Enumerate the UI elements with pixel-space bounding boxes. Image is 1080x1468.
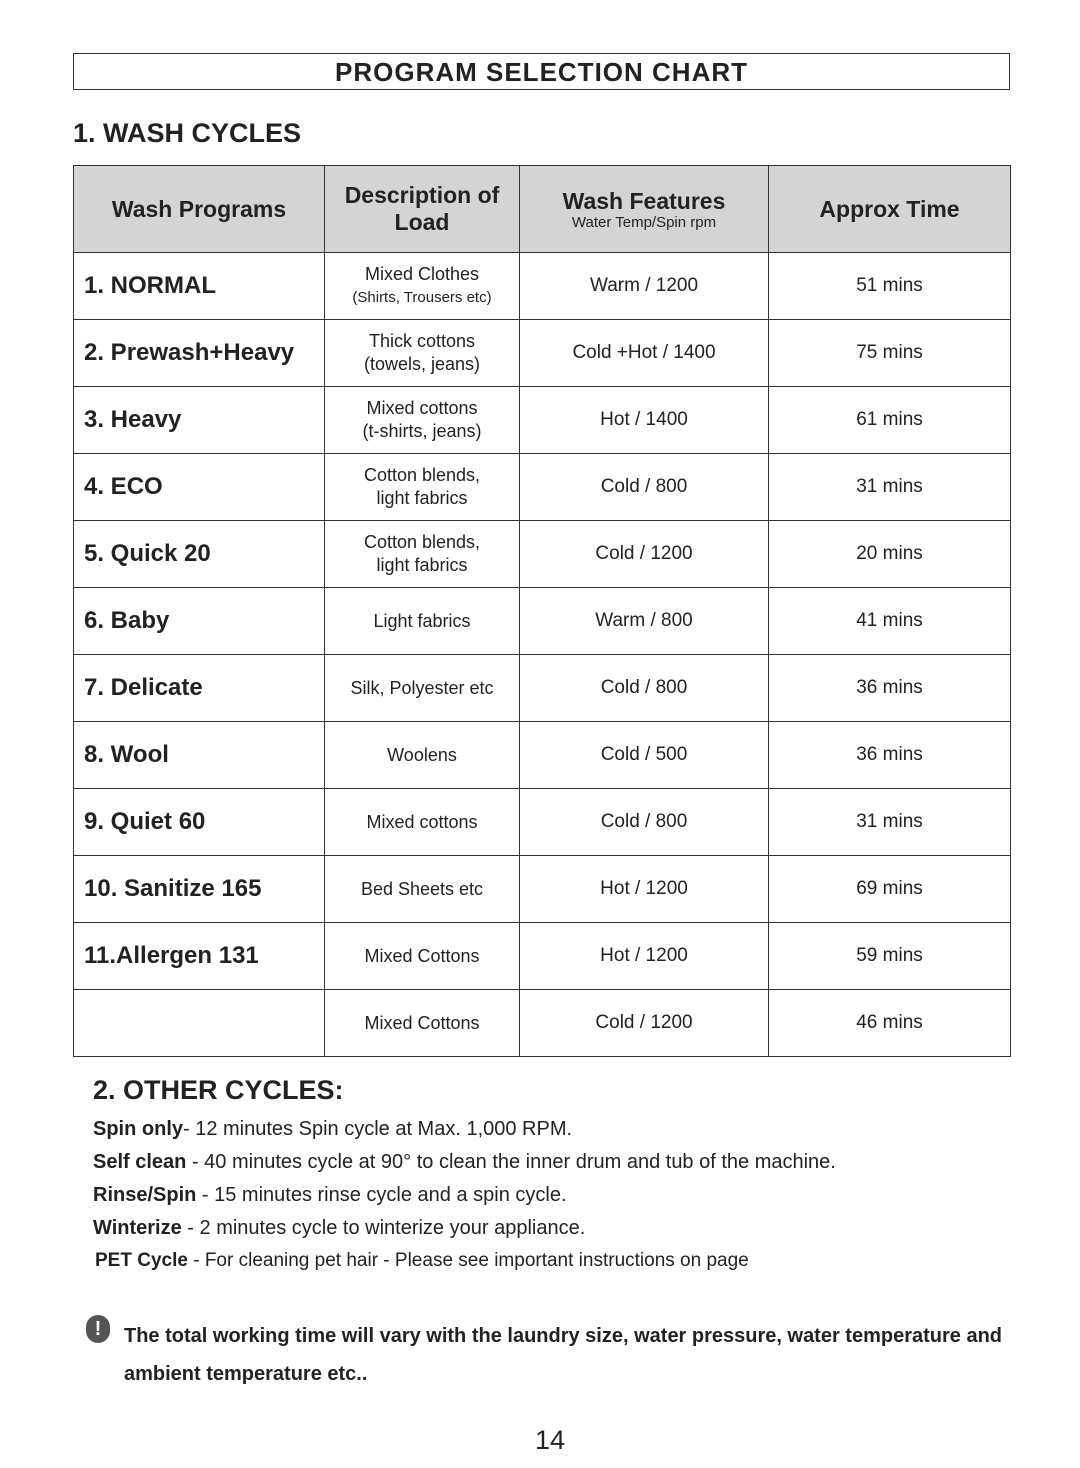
table-row [74, 253, 1011, 320]
load-description-sub: (t-shirts, jeans) [362, 421, 482, 441]
load-description-sub: (towels, jeans) [363, 354, 481, 374]
approx-time: 51 mins [769, 253, 1011, 320]
table-row [74, 923, 1011, 990]
table-row [74, 655, 1011, 722]
approx-time: 61 mins [769, 387, 1011, 454]
load-description [325, 387, 520, 454]
load-description [325, 923, 520, 990]
wash-features: Cold / 500 [520, 722, 769, 789]
cycle-description: - 40 minutes cycle at 90° to clean the inner drum and tub of the machine. [186, 1151, 836, 1173]
load-description [325, 320, 520, 387]
load-description-main: Thick cottons [368, 331, 476, 351]
cycle-name: PET Cycle [95, 1250, 188, 1271]
program-name: 3. Heavy [74, 387, 325, 454]
load-description [325, 990, 520, 1057]
load-description-sub: light fabrics [376, 488, 468, 508]
exclamation-icon: ! [86, 1315, 110, 1343]
program-name: 9. Quiet 60 [74, 789, 325, 856]
wash-features: Cold +Hot / 1400 [520, 320, 769, 387]
load-description-main: Silk, Polyester etc [350, 677, 494, 698]
program-name: 7. Delicate [74, 655, 325, 722]
approx-time: 31 mins [769, 454, 1011, 521]
other-cycle-item [93, 1247, 836, 1280]
wash-features: Hot / 1400 [520, 387, 769, 454]
table-row [74, 722, 1011, 789]
program-name: 1. NORMAL [74, 253, 325, 320]
section-other-cycles-heading: 2. OTHER CYCLES: [93, 1075, 344, 1105]
table-row [74, 856, 1011, 923]
cycle-description: - For cleaning pet hair - Please see important instructions on page [187, 1250, 749, 1271]
load-description [325, 253, 520, 320]
wash-cycles-table [73, 165, 1011, 1057]
load-description-main: Woolens [387, 744, 457, 765]
header-desc-label: Description of Load [344, 182, 500, 235]
wash-features: Warm / 800 [520, 588, 769, 655]
program-name: 6. Baby [74, 588, 325, 655]
page-number: 14 [534, 1425, 566, 1455]
approx-time: 20 mins [769, 521, 1011, 588]
header-desc [325, 166, 520, 253]
header-features [520, 166, 769, 253]
approx-time: 31 mins [769, 789, 1011, 856]
load-description-main: Mixed Cottons [364, 1012, 480, 1033]
wash-features: Hot / 1200 [520, 856, 769, 923]
cycle-description: - 12 minutes Spin cycle at Max. 1,000 RPM. [183, 1118, 573, 1140]
header-features-sub: Water Temp/Spin rpm [571, 213, 717, 231]
load-description [325, 454, 520, 521]
load-description-main: Bed Sheets etc [360, 878, 484, 899]
note-text: The total working time will vary with the laundry size, water pressure, water temperature and ambient temperature etc.. [124, 1325, 1003, 1385]
wash-features: Cold / 1200 [520, 521, 769, 588]
other-cycle-item [93, 1148, 836, 1181]
table-row [74, 387, 1011, 454]
load-description-main: Cotton blends, [363, 532, 481, 552]
load-description [325, 521, 520, 588]
table-row [74, 521, 1011, 588]
other-cycle-item [93, 1214, 836, 1247]
approx-time: 69 mins [769, 856, 1011, 923]
program-name: 2. Prewash+Heavy [74, 320, 325, 387]
load-description-main: Mixed cottons [366, 811, 478, 832]
load-description [325, 789, 520, 856]
cycle-name: Rinse/Spin [93, 1184, 197, 1206]
other-cycle-item [93, 1115, 836, 1148]
program-name: 11.Allergen 131 [74, 923, 325, 990]
section-wash-cycles-heading: 1. WASH CYCLES [73, 118, 302, 148]
header-time: Approx Time [769, 166, 1011, 253]
approx-time: 36 mins [769, 655, 1011, 722]
approx-time: 46 mins [769, 990, 1011, 1057]
chart-title: PROGRAM SELECTION CHART [73, 53, 1010, 90]
wash-features: Hot / 1200 [520, 923, 769, 990]
table-row [74, 990, 1011, 1057]
wash-features: Cold / 800 [520, 789, 769, 856]
table-row [74, 789, 1011, 856]
header-program: Wash Programs [74, 166, 325, 253]
program-name: 8. Wool [74, 722, 325, 789]
approx-time: 59 mins [769, 923, 1011, 990]
program-name [74, 990, 325, 1057]
load-description-main: Mixed Clothes [364, 264, 480, 284]
program-name: 4. ECO [74, 454, 325, 521]
table-row [74, 454, 1011, 521]
load-description-main: Mixed Cottons [364, 945, 480, 966]
load-description [325, 856, 520, 923]
cycle-name: Winterize [93, 1217, 182, 1239]
wash-features: Cold / 1200 [520, 990, 769, 1057]
load-description-main: Light fabrics [373, 610, 471, 631]
load-description [325, 722, 520, 789]
cycle-name: Self clean [93, 1151, 187, 1173]
load-description [325, 588, 520, 655]
load-description [325, 655, 520, 722]
approx-time: 75 mins [769, 320, 1011, 387]
cycle-description: - 15 minutes rinse cycle and a spin cycle. [196, 1184, 567, 1206]
other-cycle-item [93, 1181, 836, 1214]
other-cycles-list [93, 1115, 836, 1280]
cycle-description: - 2 minutes cycle to winterize your appliance. [181, 1217, 586, 1239]
cycle-name: Spin only [93, 1118, 183, 1140]
load-description-main: Cotton blends, [363, 465, 481, 485]
load-description-sub: light fabrics [376, 555, 468, 575]
load-description-main: Mixed cottons [366, 398, 478, 418]
program-name: 10. Sanitize 165 [74, 856, 325, 923]
table-row [74, 588, 1011, 655]
table-row [74, 320, 1011, 387]
wash-features: Warm / 1200 [520, 253, 769, 320]
program-name: 5. Quick 20 [74, 521, 325, 588]
wash-features: Cold / 800 [520, 655, 769, 722]
header-features-label: Wash Features [562, 187, 726, 214]
approx-time: 41 mins [769, 588, 1011, 655]
approx-time: 36 mins [769, 722, 1011, 789]
wash-features: Cold / 800 [520, 454, 769, 521]
load-description-sub: (Shirts, Trousers etc) [352, 289, 492, 306]
